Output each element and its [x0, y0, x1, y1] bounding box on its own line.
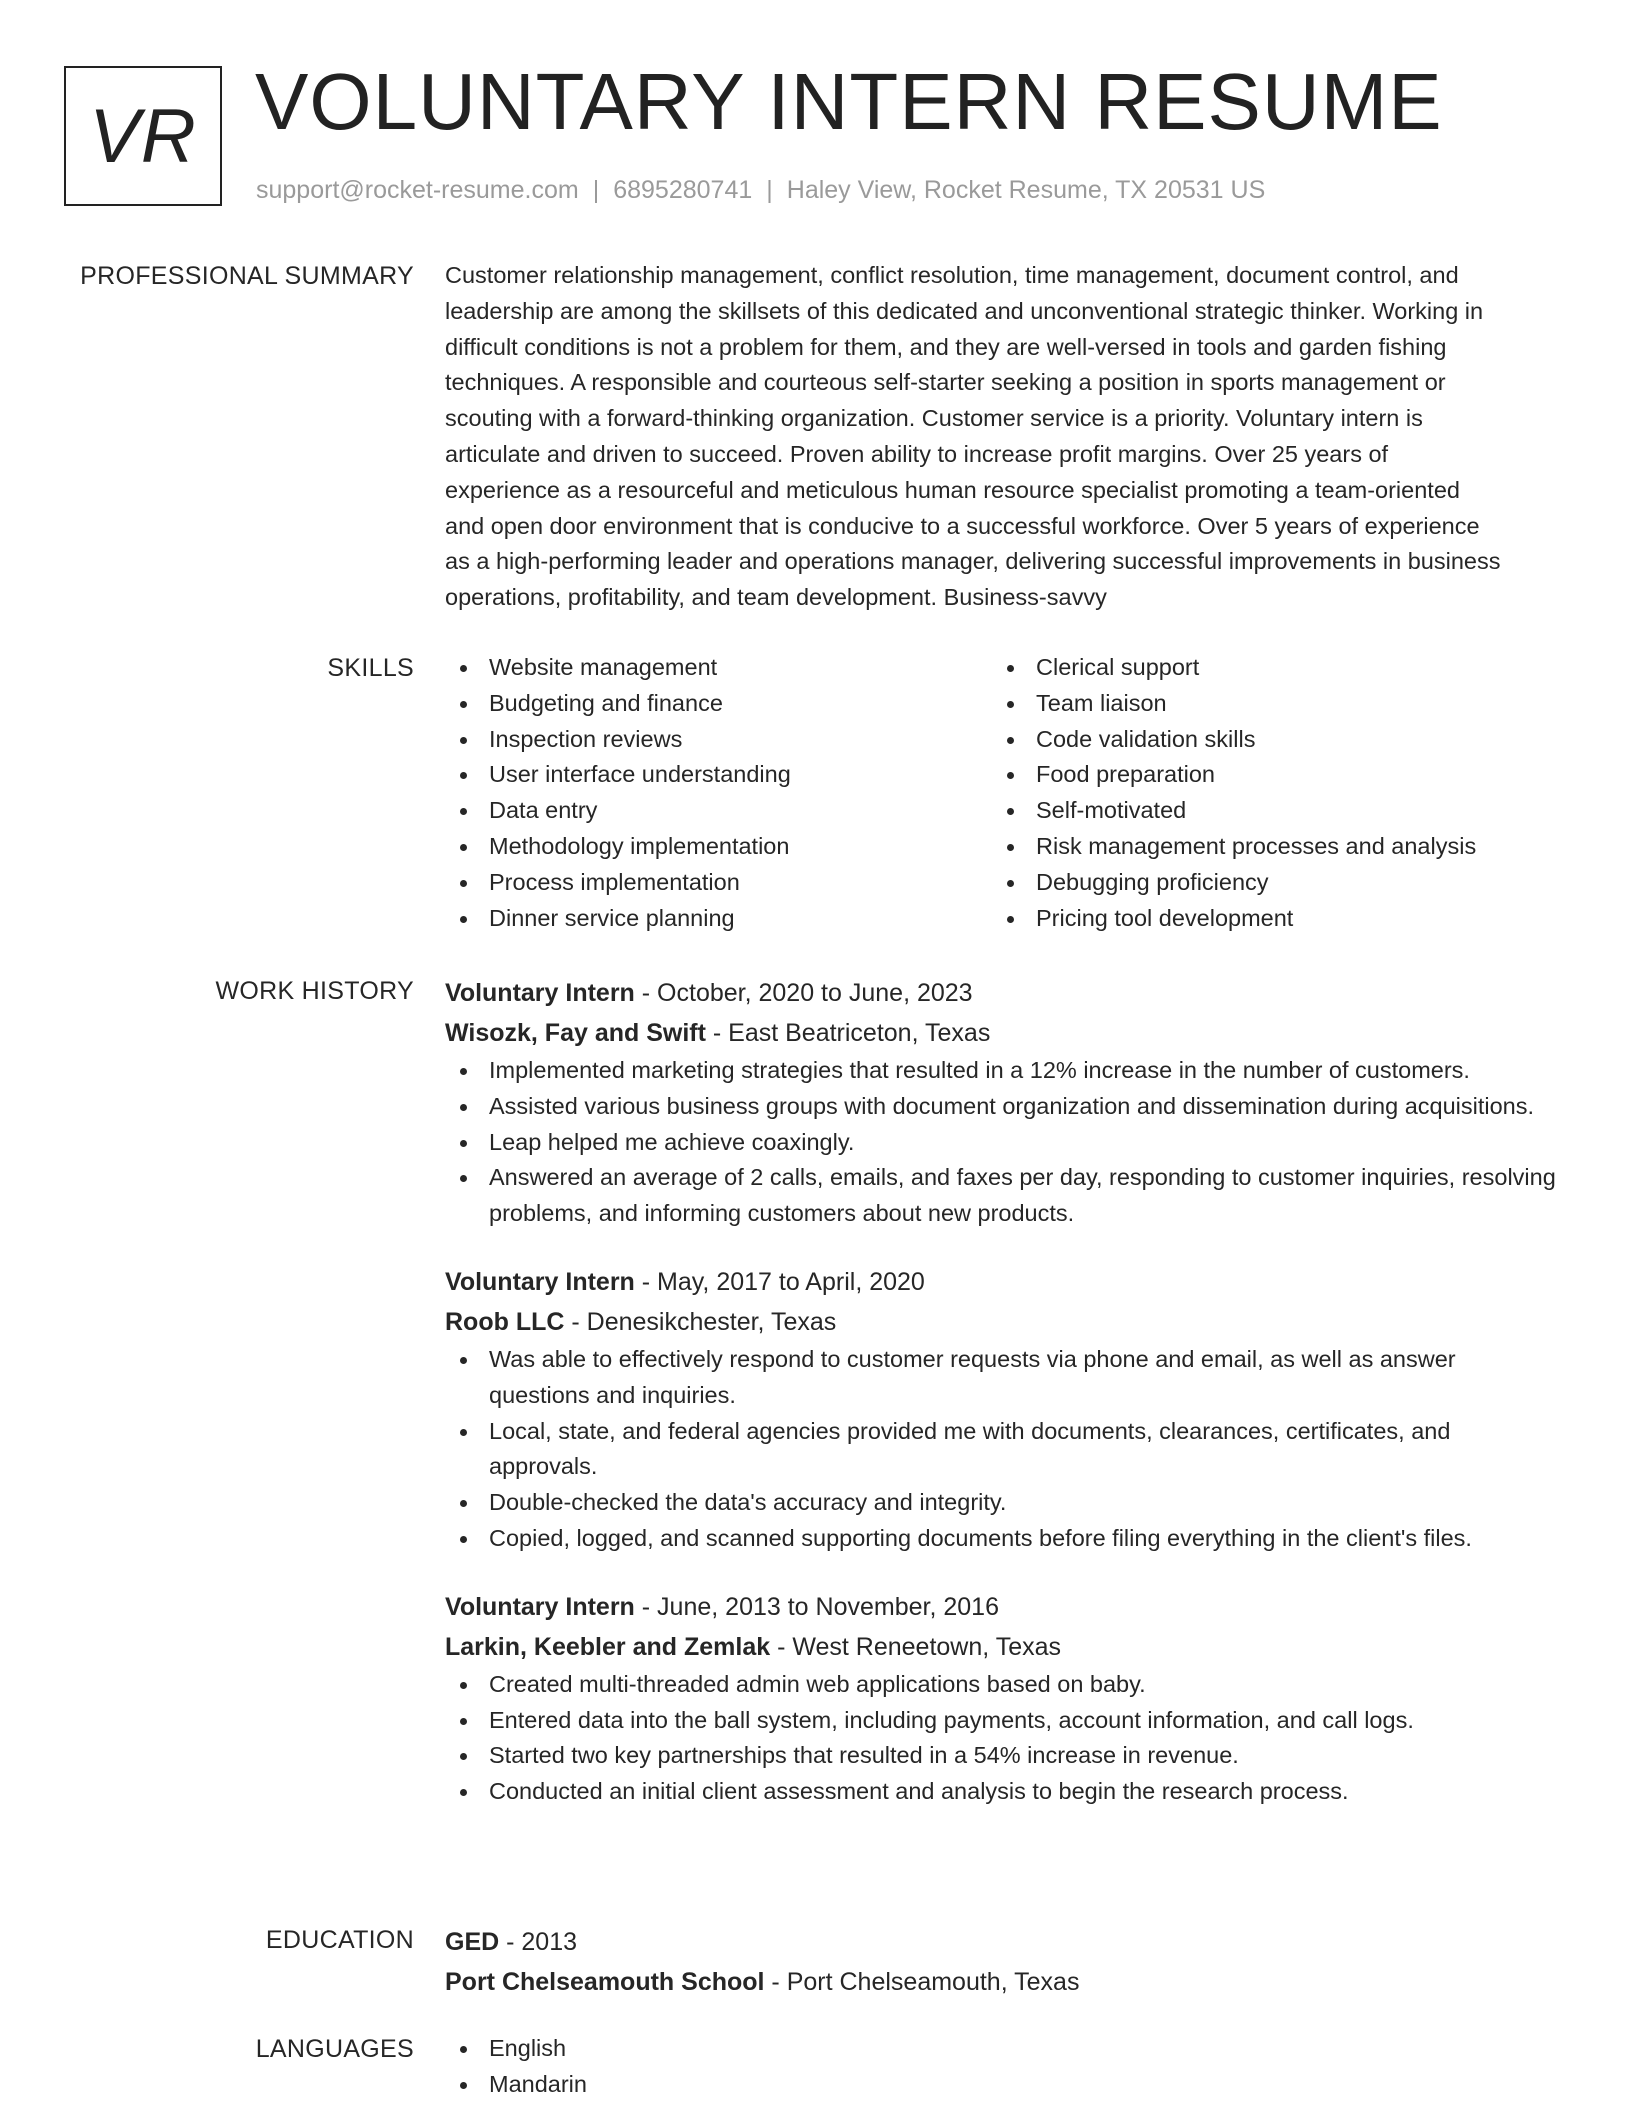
summary-line: techniques. A responsible and courteous self-starter seeking a position in sports management or — [445, 369, 1446, 396]
education-degree-line — [445, 1922, 1560, 1962]
skill-item: Clerical support — [992, 650, 1539, 686]
languages-list — [445, 2031, 1560, 2103]
skill-item: Methodology implementation — [445, 829, 992, 865]
skill-item: Inspection reviews — [445, 722, 992, 758]
education-body — [445, 1922, 1560, 2002]
job-dates: - May, 2017 to April, 2020 — [634, 1267, 925, 1296]
summary-body — [445, 258, 1560, 616]
contact-email[interactable]: support@rocket-resume.com — [256, 176, 579, 204]
languages-body — [445, 2031, 1560, 2103]
language-item: Mandarin — [445, 2067, 1560, 2103]
summary-line: Customer relationship management, conflict resolution, time management, document control, and — [445, 262, 1459, 288]
skill-item: Debugging proficiency — [992, 865, 1539, 901]
skill-item: Pricing tool development — [992, 901, 1539, 937]
skill-item: Food preparation — [992, 757, 1539, 793]
job-bullet: Local, state, and federal agencies provided me with documents, clearances, certificates, and approvals. — [445, 1414, 1560, 1486]
job-bullet: Copied, logged, and scanned supporting documents before filing everything in the client's files. — [445, 1521, 1560, 1557]
contact-separator: | — [766, 176, 773, 204]
skills-list-left — [445, 650, 992, 936]
skill-item: Data entry — [445, 793, 992, 829]
skill-item: Risk management processes and analysis — [992, 829, 1539, 865]
skill-item: User interface understanding — [445, 757, 992, 793]
skill-item: Dinner service planning — [445, 901, 992, 937]
skill-item: Budgeting and finance — [445, 686, 992, 722]
job-company: Wisozk, Fay and Swift — [445, 1019, 706, 1047]
job-location: - Denesikchester, Texas — [564, 1307, 837, 1336]
summary-line: scouting with a forward-thinking organization. Customer service is a priority. Voluntary intern is — [445, 405, 1423, 432]
summary-line: leadership are among the skillsets of this dedicated and unconventional strategic thinker. Working in — [445, 297, 1484, 324]
job-company-line — [445, 1013, 1560, 1053]
education-school-line — [445, 1962, 1560, 2002]
skill-item: Self-motivated — [992, 793, 1539, 829]
work-heading: WORK HISTORY — [215, 977, 414, 1005]
job-bullet: Answered an average of 2 calls, emails, and faxes per day, responding to customer inquiries, resolving problems, and informing customers about new products. — [445, 1160, 1560, 1232]
education-school: Port Chelseamouth School — [445, 1968, 765, 1996]
skills-list-right — [992, 650, 1539, 936]
job-bullet: Was able to effectively respond to customer requests via phone and email, as well as answer questions and inquiries. — [445, 1342, 1560, 1414]
job-title: Voluntary Intern — [445, 1592, 635, 1621]
skill-item: Team liaison — [992, 686, 1539, 722]
job-bullet: Leap helped me achieve coaxingly. — [445, 1125, 1560, 1161]
summary-line: difficult conditions is not a problem for them, and they are well-versed in tools and garden fishing — [445, 333, 1447, 360]
job-bullet: Started two key partnerships that resulted in a 54% increase in revenue. — [445, 1738, 1560, 1774]
job-title: Voluntary Intern — [445, 1267, 635, 1296]
job-bullet: Conducted an initial client assessment and analysis to begin the research process. — [445, 1774, 1560, 1810]
summary-heading: PROFESSIONAL SUMMARY — [80, 262, 414, 290]
job-company: Larkin, Keebler and Zemlak — [445, 1632, 771, 1661]
job-location: - West Reneetown, Texas — [770, 1632, 1062, 1661]
resume-title: VOLUNTARY INTERN RESUME — [255, 57, 1443, 146]
contact-phone[interactable]: 6895280741 — [613, 176, 753, 204]
job-company-line — [445, 1302, 1560, 1342]
job-title: Voluntary Intern — [445, 979, 635, 1007]
skill-item: Process implementation — [445, 865, 992, 901]
job-entry — [445, 1587, 1560, 1810]
job-bullets — [445, 1053, 1560, 1232]
job-title-line — [445, 1262, 1560, 1302]
job-bullet: Double-checked the data's accuracy and integrity. — [445, 1485, 1560, 1521]
education-heading: EDUCATION — [265, 1926, 414, 1954]
job-bullet: Implemented marketing strategies that resulted in a 12% increase in the number of customers. — [445, 1053, 1560, 1089]
skills-heading: SKILLS — [327, 654, 414, 682]
languages-heading: LANGUAGES — [255, 2035, 414, 2063]
skill-item: Code validation skills — [992, 722, 1539, 758]
job-entry — [445, 973, 1560, 1232]
contact-line — [256, 173, 1265, 207]
job-title-line — [445, 1587, 1560, 1627]
job-bullet: Entered data into the ball system, including payments, account information, and call logs. — [445, 1703, 1560, 1739]
skills-body — [445, 650, 1560, 936]
job-bullet: Created multi-threaded admin web applications based on baby. — [445, 1667, 1560, 1703]
job-dates: - June, 2013 to November, 2016 — [634, 1592, 999, 1621]
education-year: - 2013 — [499, 1928, 578, 1956]
education-degree: GED — [445, 1928, 500, 1956]
job-title-line — [445, 973, 1560, 1013]
contact-address: Haley View, Rocket Resume, TX 20531 US — [786, 176, 1266, 204]
job-location: - East Beatriceton, Texas — [705, 1019, 991, 1047]
job-entry — [445, 1262, 1560, 1557]
monogram-logo: VR — [64, 66, 222, 206]
job-company: Roob LLC — [445, 1307, 565, 1336]
skill-item: Website management — [445, 650, 992, 686]
summary-line: and open door environment that is conducive to a successful workforce. Over 5 years of experience — [445, 512, 1480, 539]
language-item: English — [445, 2031, 1560, 2067]
job-company-line — [445, 1627, 1560, 1667]
contact-separator: | — [592, 176, 600, 204]
job-dates: - October, 2020 to June, 2023 — [634, 979, 973, 1007]
work-body — [445, 973, 1560, 1810]
summary-line: experience as a resourceful and meticulous human resource specialist promoting a team-oriented — [445, 476, 1460, 503]
summary-line: articulate and driven to succeed. Proven ability to increase profit margins. Over 25 years of — [445, 440, 1389, 467]
education-location: - Port Chelseamouth, Texas — [764, 1968, 1080, 1996]
summary-line: operations, profitability, and team development. Business-savvy — [445, 584, 1107, 611]
summary-line: as a high-performing leader and operations manager, delivering successful improvements in business — [445, 548, 1501, 575]
job-bullet: Assisted various business groups with document organization and dissemination during acquisitions. — [445, 1089, 1560, 1125]
summary-text — [445, 258, 1560, 616]
job-bullets — [445, 1342, 1560, 1557]
job-bullets — [445, 1667, 1560, 1810]
